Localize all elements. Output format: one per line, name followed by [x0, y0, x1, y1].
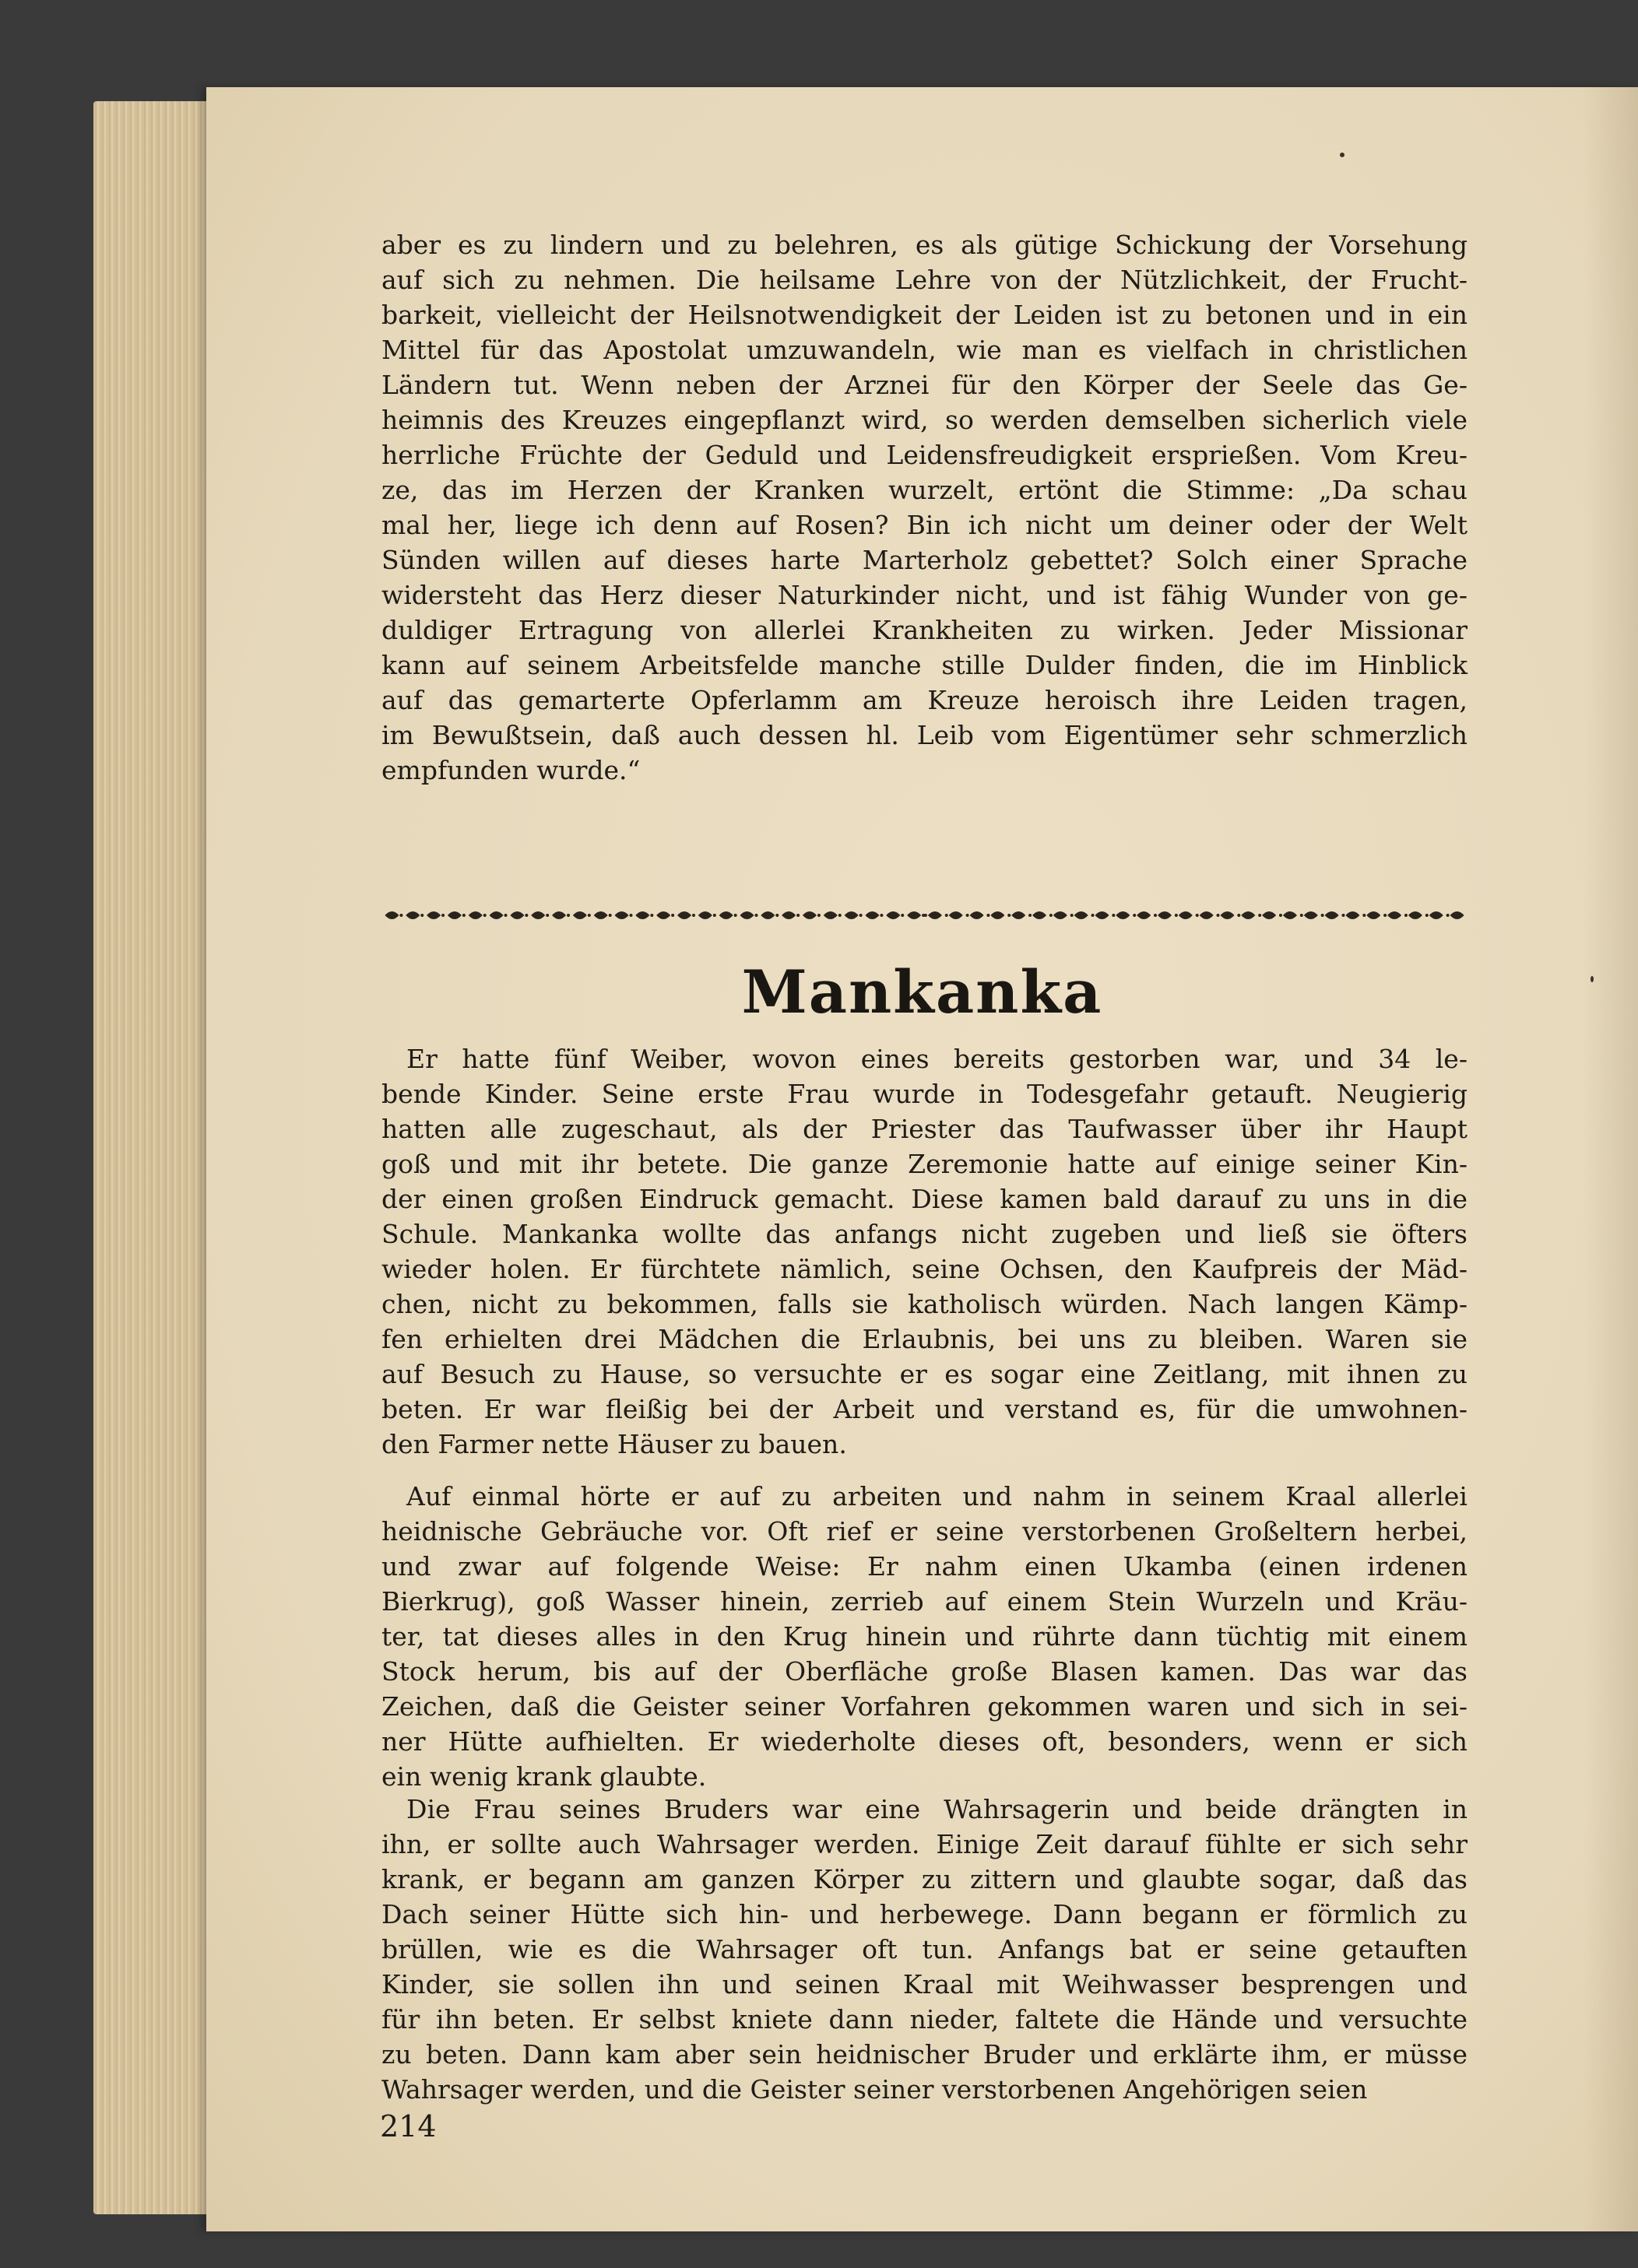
ornament-leaf: [1446, 911, 1464, 919]
text-line: mal her, liege ich denn auf Rosen? Bin ich nicht um deiner oder der Welt: [381, 510, 1468, 540]
ornament-leaf: [1154, 911, 1172, 919]
page-gutter-shadow: [1584, 87, 1638, 2231]
ornament-leaf: [1300, 911, 1318, 919]
text-line: krank, er begann am ganzen Körper zu zittern und glaubte sogar, daß das: [381, 1864, 1468, 1894]
ornament-leaf: [845, 911, 863, 919]
ornament-leaf: [924, 911, 942, 919]
text-line: Kinder, sie sollen ihn und seinen Kraal mit Weihwasser besprengen und: [381, 1969, 1468, 1999]
text-line: goß und mit ihr betete. Die ganze Zeremonie hatte auf einige seiner Kin-: [381, 1149, 1468, 1179]
ornament-leaf: [1175, 911, 1193, 919]
text-line: chen, nicht zu bekommen, falls sie katholisch würden. Nach langen Kämp-: [381, 1289, 1468, 1319]
text-line: ein wenig krank glaubte.: [381, 1761, 707, 1792]
text-line: Er hatte fünf Weiber, wovon eines bereits gestorben war, und 34 le-: [406, 1044, 1468, 1074]
text-line: auf sich zu nehmen. Die heilsame Lehre von der Nützlichkeit, der Frucht-: [381, 265, 1468, 295]
book-page-edges: [93, 101, 218, 2214]
text-line: heimnis des Kreuzes eingepflanzt wird, so werden demselben sicherlich viele: [381, 405, 1468, 435]
ornament-leaf: [469, 911, 487, 919]
text-line: beten. Er war fleißig bei der Arbeit und verstand es, für die umwohnen-: [381, 1394, 1468, 1424]
text-line: Schule. Mankanka wollte das anfangs nicht zugeben und ließ sie öfters: [381, 1219, 1468, 1249]
text-line: wieder holen. Er fürchtete nämlich, seine Ochsen, den Kaufpreis der Mäd-: [381, 1254, 1468, 1284]
ornament-leaf: [1216, 911, 1234, 919]
ornament-leaf: [945, 911, 963, 919]
ornament-leaf: [615, 911, 633, 919]
paragraph-1: [381, 227, 1468, 788]
text-line: Wahrsager werden, und die Geister seiner verstorbenen Angehörigen seien: [381, 2074, 1368, 2105]
chapter-title: Mankanka: [741, 957, 1103, 1027]
ornament-leaf: [510, 911, 528, 919]
ornament-leaf: [1383, 911, 1401, 919]
ornament-leaf: [1112, 911, 1130, 919]
ornament-leaf: [1049, 911, 1067, 919]
ornament-leaf: [1028, 911, 1046, 919]
ornament-leaf: [573, 911, 591, 919]
text-line: barkeit, vielleicht der Heilsnotwendigkeit der Leiden ist zu betonen und in ein: [381, 300, 1468, 330]
text-line: Mittel für das Apostolat umzuwandeln, wie man es vielfach in christlichen: [381, 335, 1468, 365]
ornament-leaf: [986, 911, 1004, 919]
ornament-leaf: [1341, 911, 1359, 919]
ornament-leaf: [1007, 911, 1025, 919]
text-line: Die Frau seines Bruders war eine Wahrsagerin und beide drängten in: [406, 1794, 1468, 1824]
ornament-leaf: [698, 911, 716, 919]
ornament-leaf: [1362, 911, 1380, 919]
ornament-leaf: [1133, 911, 1151, 919]
ornament-leaf: [1321, 911, 1339, 919]
ornament-leaf: [552, 911, 570, 919]
ornament-leaf: [1258, 911, 1276, 919]
text-line: Sünden willen auf dieses harte Marterholz gebettet? Solch einer Sprache: [381, 545, 1468, 575]
text-line: empfunden wurde.“: [381, 755, 641, 785]
text-line: auf das gemarterte Opferlamm am Kreuze heroisch ihre Leiden tragen,: [381, 685, 1468, 715]
text-line: Ländern tut. Wenn neben der Arznei für den Körper der Seele das Ge-: [381, 370, 1468, 400]
ornament-leaf: [531, 911, 549, 919]
ornament-leaf: [406, 911, 424, 919]
ornament-leaf: [448, 911, 466, 919]
ornament-leaf: [886, 911, 904, 919]
ornament-leaf: [865, 911, 883, 919]
ornament-leaf: [1196, 911, 1214, 919]
text-line: fen erhielten drei Mädchen die Erlaubnis, bei uns zu bleiben. Waren sie: [381, 1324, 1468, 1354]
ornament-leaf: [1404, 911, 1422, 919]
text-line: ze, das im Herzen der Kranken wurzelt, ertönt die Stimme: „Da schau: [381, 475, 1468, 505]
book-page: [206, 87, 1638, 2231]
ornament-leaf: [761, 911, 779, 919]
ornament-leaf: [1237, 911, 1255, 919]
ornament-leaf: [907, 911, 925, 919]
text-line: ner Hütte aufhielten. Er wiederholte dieses oft, besonders, wenn er sich: [381, 1726, 1468, 1757]
text-line: für ihn beten. Er selbst kniete dann nieder, faltete die Hände und versuchte: [381, 2004, 1468, 2035]
text-line: heidnische Gebräuche vor. Oft rief er seine verstorbenen Großeltern herbei,: [381, 1516, 1468, 1547]
text-line: Dach seiner Hütte sich hin- und herbewege. Dann begann er förmlich zu: [381, 1899, 1468, 1929]
ornament-leaf: [490, 911, 508, 919]
ornament-leaf: [966, 911, 984, 919]
text-line: Auf einmal hörte er auf zu arbeiten und nahm in seinem Kraal allerlei: [406, 1481, 1468, 1511]
text-line: im Bewußtsein, daß auch dessen hl. Leib vom Eigentümer sehr schmerzlich: [381, 720, 1468, 750]
ornament-leaf: [656, 911, 674, 919]
text-line: aber es zu lindern und zu belehren, es als gütige Schickung der Vorsehung: [381, 230, 1468, 260]
text-line: und zwar auf folgende Weise: Er nahm einen Ukamba (einen irdenen: [381, 1551, 1468, 1582]
text-line: Bierkrug), goß Wasser hinein, zerrieb auf einem Stein Wurzeln und Kräu-: [381, 1586, 1468, 1617]
page-number: 214: [380, 2109, 437, 2143]
text-line: herrliche Früchte der Geduld und Leidensfreudigkeit ersprießen. Vom Kreu-: [381, 440, 1468, 470]
paragraph-2: [381, 1041, 1468, 1462]
paper-speck: [1340, 153, 1344, 157]
text-line: zu beten. Dann kam aber sein heidnischer Bruder und erklärte ihm, er müsse: [381, 2039, 1468, 2070]
text-line: den Farmer nette Häuser zu bauen.: [381, 1429, 847, 1459]
paragraph-3: [381, 1479, 1468, 1794]
ornament-leaf: [824, 911, 842, 919]
ornament-leaf: [677, 911, 695, 919]
ornament-leaf: [740, 911, 757, 919]
ornament-leaf: [803, 911, 821, 919]
ornament-leaf: [1070, 911, 1088, 919]
text-line: ihn, er sollte auch Wahrsager werden. Einige Zeit darauf fühlte er sich sehr: [381, 1829, 1468, 1859]
text-line: Stock herum, bis auf der Oberfläche große Blasen kamen. Das war das: [381, 1656, 1468, 1687]
text-line: brüllen, wie es die Wahrsager oft tun. Anfangs bat er seine getauften: [381, 1934, 1468, 1964]
text-line: hatten alle zugeschaut, als der Priester das Taufwasser über ihr Haupt: [381, 1114, 1468, 1144]
paragraph-4: [381, 1792, 1468, 2107]
text-line: Zeichen, daß die Geister seiner Vorfahren gekommen waren und sich in sei-: [381, 1691, 1468, 1722]
ornament-leaf: [1425, 911, 1443, 919]
text-line: auf Besuch zu Hause, so versuchte er es sogar eine Zeitlang, mit ihnen zu: [381, 1359, 1468, 1389]
text-line: kann auf seinem Arbeitsfelde manche stille Dulder finden, die im Hinblick: [381, 650, 1468, 680]
decorative-divider: [381, 906, 1468, 925]
text-line: widersteht das Herz dieser Naturkinder nicht, und ist fähig Wunder von ge-: [381, 580, 1468, 610]
ornament-leaf: [427, 911, 445, 919]
text-line: bende Kinder. Seine erste Frau wurde in Todesgefahr getauft. Neugierig: [381, 1079, 1468, 1109]
ornament-leaf: [594, 911, 612, 919]
ornament-leaf: [635, 911, 653, 919]
text-line: der einen großen Eindruck gemacht. Diese kamen bald darauf zu uns in die: [381, 1184, 1468, 1214]
text-line: duldiger Ertragung von allerlei Krankheiten zu wirken. Jeder Missionar: [381, 615, 1468, 645]
ornament-leaf: [719, 911, 737, 919]
ornament-leaf: [1091, 911, 1109, 919]
text-line: ter, tat dieses alles in den Krug hinein und rührte dann tüchtig mit einem: [381, 1621, 1468, 1652]
paper-speck: [1591, 976, 1594, 982]
ornament-leaf: [385, 911, 402, 919]
ornament-leaf: [782, 911, 800, 919]
ornament-leaf: [1279, 911, 1297, 919]
